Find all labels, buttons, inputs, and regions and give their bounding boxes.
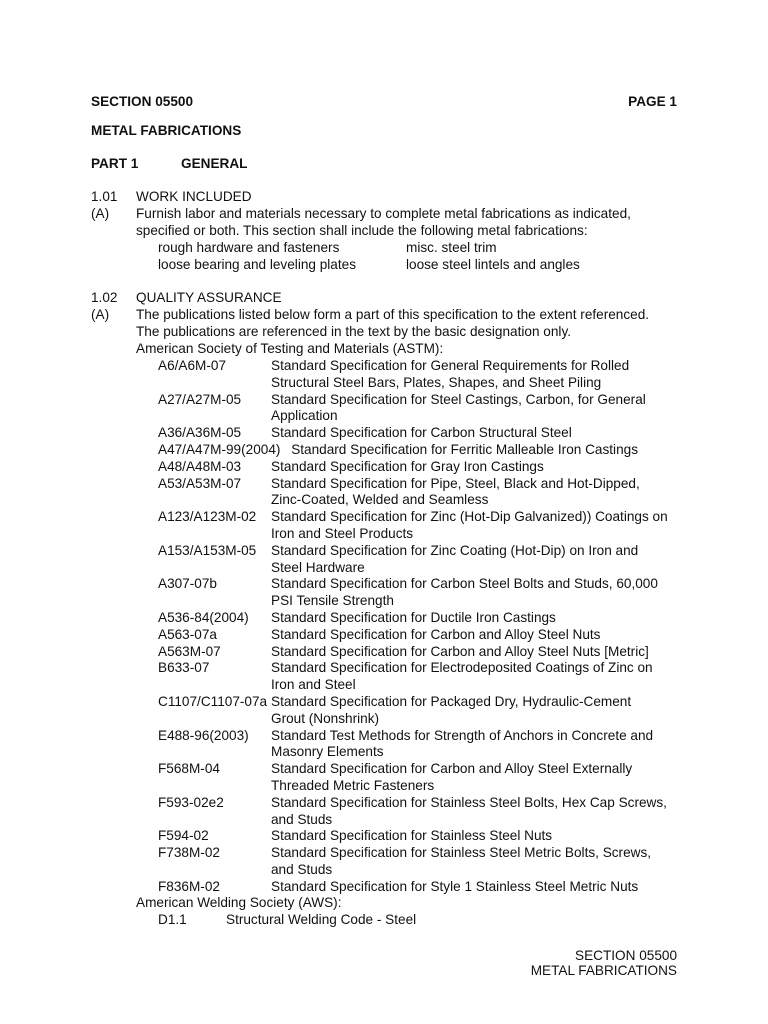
part-name: GENERAL xyxy=(181,156,248,171)
standard-description-line: Standard Specification for Gray Iron Castings xyxy=(271,458,544,474)
standard-code: F568M-04 xyxy=(158,761,220,777)
standard-code: A123/A123M-02 xyxy=(158,509,257,525)
work-included-text-line-2: specified or both. This section shall include the following metal fabrications: xyxy=(136,223,588,238)
section-1-01-number: 1.01 xyxy=(91,189,118,204)
standard-description-line: Application xyxy=(271,408,338,424)
standard-code: A536-84(2004) xyxy=(158,610,249,625)
standard-code: A563M-07 xyxy=(158,643,221,659)
quality-paragraph-line-1: The publications listed below form a part of this specification to the extent referenced. xyxy=(136,307,650,322)
standard-code: A48/A48M-03 xyxy=(158,458,242,474)
standard-description xyxy=(271,358,678,392)
section-number: SECTION 05500 xyxy=(91,94,193,109)
standard-description xyxy=(271,795,678,829)
standard-description xyxy=(271,845,678,879)
standard-description-line: PSI Tensile Strength xyxy=(271,593,394,609)
standard-description xyxy=(271,879,678,896)
standard-description-line: Standard Specification for Ductile Iron Castings xyxy=(271,610,556,625)
standard-description-line: Iron and Steel Products xyxy=(271,525,414,541)
standard-description xyxy=(271,459,678,476)
item-a-label: (A) xyxy=(91,206,110,221)
standard-description-line: Standard Specification for Packaged Dry, Hydraulic-Cement xyxy=(271,694,632,709)
standard-description-line: Standard Specification for Carbon Structural Steel xyxy=(271,425,572,441)
document-title: METAL FABRICATIONS xyxy=(91,123,242,138)
standard-code: A6/A6M-07 xyxy=(158,358,227,373)
section-1-01-title: WORK INCLUDED xyxy=(136,189,252,204)
standard-code: F836M-02 xyxy=(158,878,220,894)
standard-code: F594-02 xyxy=(158,828,209,844)
fabrication-list-item: loose steel lintels and angles xyxy=(406,257,580,272)
standard-description xyxy=(271,610,678,627)
standard-description-line: Standard Specification for Carbon and Alloy Steel Nuts xyxy=(271,626,601,642)
standard-description-line: Standard Specification for Steel Castings, Carbon, for General xyxy=(271,391,646,407)
standard-description-line: Standard Specification for Stainless Steel Bolts, Hex Cap Screws, xyxy=(271,794,667,810)
standard-description xyxy=(271,392,678,426)
standard-description-line: Standard Specification for Stainless Steel Nuts xyxy=(271,828,553,844)
standard-description-line: Zinc-Coated, Welded and Seamless xyxy=(271,492,489,508)
standard-description xyxy=(271,761,678,795)
standard-description-line: Standard Specification for Style 1 Stainless Steel Metric Nuts xyxy=(271,878,639,894)
standard-description-line: Standard Specification for Carbon and Alloy Steel Nuts [Metric] xyxy=(271,643,649,659)
standard-description xyxy=(271,476,678,510)
standard-description xyxy=(271,627,678,644)
standard-description xyxy=(271,576,678,610)
standard-description-line: Grout (Nonshrink) xyxy=(271,710,380,726)
standard-code: B633-07 xyxy=(158,660,210,676)
quality-paragraph-line-2: The publications are referenced in the text by the basic designation only. xyxy=(136,324,572,339)
standard-code: A36/A36M-05 xyxy=(158,425,242,441)
standard-description xyxy=(291,442,678,459)
standard-code: A47/A47M-99(2004) xyxy=(158,442,281,457)
standard-description-line: Standard Specification for Ferritic Malleable Iron Castings xyxy=(291,442,638,457)
fabrication-list-item: loose bearing and leveling plates xyxy=(158,257,357,272)
work-included-text-line-1: Furnish labor and materials necessary to complete metal fabrications as indicated, xyxy=(136,206,631,221)
aws-heading: American Welding Society (AWS): xyxy=(136,895,342,910)
standard-code: A153/A153M-05 xyxy=(158,542,257,558)
section-1-02-title: QUALITY ASSURANCE xyxy=(136,290,282,305)
standard-code: A307-07b xyxy=(158,576,217,592)
standard-code: E488-96(2003) xyxy=(158,727,249,743)
part-label: PART 1 xyxy=(91,156,139,171)
standard-description xyxy=(271,694,678,728)
standard-description xyxy=(271,509,678,543)
standard-code: C1107/C1107-07a xyxy=(158,694,268,709)
standard-description xyxy=(271,543,678,577)
standard-description xyxy=(271,425,678,442)
footer-section: SECTION 05500 xyxy=(575,948,677,963)
section-1-02-number: 1.02 xyxy=(91,290,118,305)
standard-description xyxy=(271,828,678,845)
standard-description xyxy=(271,644,678,661)
standard-description-line: Standard Specification for Carbon Steel Bolts and Studs, 60,000 xyxy=(271,576,658,592)
standard-description-line: Standard Specification for Stainless Steel Metric Bolts, Screws, xyxy=(271,845,652,861)
standard-description-line: Structural Steel Bars, Plates, Shapes, and Sheet Piling xyxy=(271,374,602,390)
standard-code: F593-02e2 xyxy=(158,794,224,810)
astm-heading: American Society of Testing and Materials (ASTM): xyxy=(136,341,444,356)
standard-description-line: Masonry Elements xyxy=(271,744,384,760)
item-a-label: (A) xyxy=(91,307,110,322)
aws-description: Structural Welding Code - Steel xyxy=(226,912,417,927)
standard-description-line: Standard Specification for Zinc (Hot-Dip Galvanized)) Coatings on xyxy=(271,509,668,525)
fabrication-list-item: rough hardware and fasteners xyxy=(158,240,340,255)
standard-code: F738M-02 xyxy=(158,845,220,861)
standard-description xyxy=(271,660,678,694)
standard-code: A53/A53M-07 xyxy=(158,475,242,491)
standard-description-line: Standard Specification for Electrodeposited Coatings of Zinc on xyxy=(271,660,653,676)
standard-description-line: Standard Specification for General Requirements for Rolled xyxy=(271,358,630,373)
standard-description-line: Threaded Metric Fasteners xyxy=(271,777,435,793)
standard-description-line: Standard Test Methods for Strength of Anchors in Concrete and xyxy=(271,727,654,743)
standard-description-line: Steel Hardware xyxy=(271,559,365,575)
fabrication-list-item: misc. steel trim xyxy=(406,240,497,255)
standard-description-line: and Studs xyxy=(271,861,333,877)
standard-code: A27/A27M-05 xyxy=(158,391,242,407)
standard-code: A563-07a xyxy=(158,626,217,642)
page-number: PAGE 1 xyxy=(628,94,677,109)
aws-code: D1.1 xyxy=(158,912,187,927)
standard-description-line: Iron and Steel xyxy=(271,677,356,693)
standard-description-line: Standard Specification for Pipe, Steel, Black and Hot-Dipped, xyxy=(271,475,640,491)
standard-description-line: Standard Specification for Zinc Coating (Hot-Dip) on Iron and xyxy=(271,542,639,558)
standard-description-line: Standard Specification for Carbon and Alloy Steel Externally xyxy=(271,761,633,777)
standard-description xyxy=(271,728,678,762)
footer-title: METAL FABRICATIONS xyxy=(530,963,677,978)
standard-description-line: and Studs xyxy=(271,811,333,827)
